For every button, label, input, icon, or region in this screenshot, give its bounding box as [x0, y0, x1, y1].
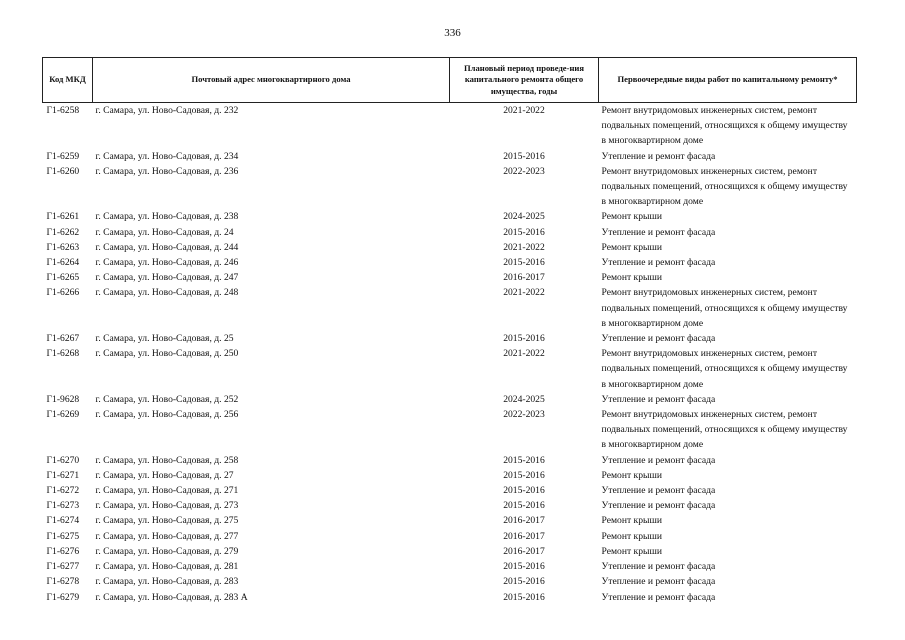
- row-works: Утепление и ремонт фасада: [601, 561, 716, 573]
- row-address: г. Самара, ул. Ново-Садовая, д. 25: [95, 333, 234, 345]
- row-address: г. Самара, ул. Ново-Садовая, д. 238: [95, 211, 239, 223]
- row-code: Г1-6275: [46, 530, 80, 542]
- row-code: Г1-6263: [46, 241, 80, 253]
- row-address: г. Самара, ул. Ново-Садовая, д. 248: [95, 287, 239, 299]
- row-code: Г1-6279: [46, 591, 80, 603]
- row-period: 2022-2023: [503, 409, 545, 421]
- row-period: 2022-2023: [503, 165, 545, 177]
- row-works: Ремонт крыши: [601, 515, 662, 527]
- row-address: г. Самара, ул. Ново-Садовая, д. 24: [95, 226, 234, 238]
- row-works: Утепление и ремонт фасада: [601, 500, 716, 512]
- row-works: Утепление и ремонт фасада: [601, 454, 716, 466]
- row-code: Г1-6264: [46, 257, 80, 269]
- row-code: Г1-6276: [46, 545, 80, 557]
- table-row: [43, 331, 857, 346]
- table-row: [43, 529, 857, 544]
- row-period: 2016-2017: [503, 272, 545, 284]
- table-row: [43, 559, 857, 574]
- table-row: [43, 574, 857, 589]
- row-address: г. Самара, ул. Ново-Садовая, д. 275: [95, 515, 239, 527]
- row-period: 2015-2016: [503, 333, 545, 345]
- row-period: 2015-2016: [503, 150, 545, 162]
- page-number: 336: [444, 27, 461, 39]
- row-address: г. Самара, ул. Ново-Садовая, д. 246: [95, 257, 239, 269]
- row-code: Г1-6261: [46, 211, 80, 223]
- table-row: [43, 346, 857, 392]
- row-works: Ремонт крыши: [601, 545, 662, 557]
- row-works: Утепление и ремонт фасада: [601, 393, 716, 405]
- row-code: Г1-6260: [46, 165, 80, 177]
- row-code: Г1-6266: [46, 287, 80, 299]
- row-address: г. Самара, ул. Ново-Садовая, д. 244: [95, 241, 239, 253]
- row-address: г. Самара, ул. Ново-Садовая, д. 277: [95, 530, 239, 542]
- row-period: 2016-2017: [503, 545, 545, 557]
- row-code: Г1-6272: [46, 485, 80, 497]
- table-row: [43, 407, 857, 453]
- row-address: г. Самара, ул. Ново-Садовая, д. 247: [95, 272, 239, 284]
- table-row: [43, 225, 857, 240]
- header-code: Код МКД: [43, 58, 93, 103]
- row-address: г. Самара, ул. Ново-Садовая, д. 236: [95, 165, 239, 177]
- row-period: 2015-2016: [503, 226, 545, 238]
- row-works: Утепление и ремонт фасада: [601, 150, 716, 162]
- row-code: Г1-6259: [46, 150, 80, 162]
- row-period: 2015-2016: [503, 576, 545, 588]
- header-period: Плановый период проведе-ния капитального ремонта общего имущества, годы: [450, 58, 599, 103]
- row-period: 2015-2016: [503, 561, 545, 573]
- row-address: г. Самара, ул. Ново-Садовая, д. 250: [95, 348, 239, 360]
- row-works: Утепление и ремонт фасада: [601, 226, 716, 238]
- table-row: [43, 544, 857, 559]
- row-works: Ремонт крыши: [601, 211, 662, 223]
- table-row: [43, 453, 857, 468]
- row-period: 2024-2025: [503, 393, 545, 405]
- row-period: 2015-2016: [503, 257, 545, 269]
- row-address: г. Самара, ул. Ново-Садовая, д. 273: [95, 500, 239, 512]
- row-address: г. Самара, ул. Ново-Садовая, д. 281: [95, 561, 239, 573]
- row-address: г. Самара, ул. Ново-Садовая, д. 283 А: [95, 591, 248, 603]
- row-code: Г1-6268: [46, 348, 80, 360]
- row-period: 2015-2016: [503, 469, 545, 481]
- row-period: 2015-2016: [503, 485, 545, 497]
- table-row: [43, 270, 857, 285]
- row-period: 2024-2025: [503, 211, 545, 223]
- table-row: [43, 164, 857, 210]
- row-works: Ремонт внутридомовых инженерных систем, ремонт подвальных помещений, относящихся к общему имуществу в многоквартирном доме: [601, 348, 848, 390]
- row-works: Ремонт крыши: [601, 241, 662, 253]
- row-period: 2021-2022: [503, 241, 545, 253]
- table-row: [43, 590, 857, 605]
- row-code: Г1-6273: [46, 500, 80, 512]
- row-period: 2015-2016: [503, 500, 545, 512]
- row-works: Ремонт крыши: [601, 530, 662, 542]
- table-row: [43, 240, 857, 255]
- row-works: Ремонт внутридомовых инженерных систем, ремонт подвальных помещений, относящихся к общему имуществу в многоквартирном доме: [601, 287, 848, 329]
- table-header: [43, 58, 857, 103]
- row-period: 2021-2022: [503, 348, 545, 360]
- row-period: 2021-2022: [503, 287, 545, 299]
- row-code: Г1-6278: [46, 576, 80, 588]
- row-works: Утепление и ремонт фасада: [601, 257, 716, 269]
- row-address: г. Самара, ул. Ново-Садовая, д. 271: [95, 485, 239, 497]
- row-works: Утепление и ремонт фасада: [601, 591, 716, 603]
- row-period: 2015-2016: [503, 454, 545, 466]
- row-works: Утепление и ремонт фасада: [601, 333, 716, 345]
- row-address: г. Самара, ул. Ново-Садовая, д. 283: [95, 576, 239, 588]
- row-code: Г1-6274: [46, 515, 80, 527]
- row-period: 2015-2016: [503, 591, 545, 603]
- row-address: г. Самара, ул. Ново-Садовая, д. 234: [95, 150, 239, 162]
- table-row: [43, 483, 857, 498]
- row-works: Ремонт внутридомовых инженерных систем, ремонт подвальных помещений, относящихся к общему имуществу в многоквартирном доме: [601, 409, 848, 451]
- table-row: [43, 255, 857, 270]
- row-code: Г1-6262: [46, 226, 80, 238]
- table-row: [43, 103, 857, 149]
- header-works: Первоочередные виды работ по капитальному ремонту*: [599, 58, 857, 103]
- row-code: Г1-6270: [46, 454, 80, 466]
- row-period: 2021-2022: [503, 105, 545, 116]
- row-code: Г1-6269: [46, 409, 80, 421]
- table-row: [43, 285, 857, 331]
- row-works: Утепление и ремонт фасада: [601, 485, 716, 497]
- row-address: г. Самара, ул. Ново-Садовая, д. 279: [95, 545, 239, 557]
- row-code: Г1-6271: [46, 469, 80, 481]
- table-row: [43, 513, 857, 528]
- row-address: г. Самара, ул. Ново-Садовая, д. 232: [95, 105, 239, 116]
- table-row: [43, 468, 857, 483]
- table-row: [43, 498, 857, 513]
- row-code: Г1-6258: [46, 105, 80, 116]
- row-period: 2016-2017: [503, 530, 545, 542]
- row-code: Г1-9628: [46, 393, 80, 405]
- row-works: Ремонт внутридомовых инженерных систем, ремонт подвальных помещений, относящихся к общему имуществу в многоквартирном доме: [601, 105, 848, 147]
- row-code: Г1-6277: [46, 561, 80, 573]
- row-works: Ремонт внутридомовых инженерных систем, ремонт подвальных помещений, относящихся к общему имуществу в многоквартирном доме: [601, 165, 848, 208]
- capital-repair-table: [42, 57, 857, 605]
- row-code: Г1-6265: [46, 272, 80, 284]
- row-works: Утепление и ремонт фасада: [601, 576, 716, 588]
- row-address: г. Самара, ул. Ново-Садовая, д. 256: [95, 409, 239, 421]
- header-address: Почтовый адрес многоквартирного дома: [93, 58, 450, 103]
- table-row: [43, 149, 857, 164]
- row-works: Ремонт крыши: [601, 469, 662, 481]
- header-row: [43, 58, 857, 103]
- row-address: г. Самара, ул. Ново-Садовая, д. 27: [95, 469, 234, 481]
- row-address: г. Самара, ул. Ново-Садовая, д. 258: [95, 454, 239, 466]
- row-code: Г1-6267: [46, 333, 80, 345]
- table-body: [43, 103, 857, 605]
- row-period: 2016-2017: [503, 515, 545, 527]
- table-row: [43, 392, 857, 407]
- table-row: [43, 209, 857, 224]
- row-address: г. Самара, ул. Ново-Садовая, д. 252: [95, 393, 239, 405]
- row-works: Ремонт крыши: [601, 272, 662, 284]
